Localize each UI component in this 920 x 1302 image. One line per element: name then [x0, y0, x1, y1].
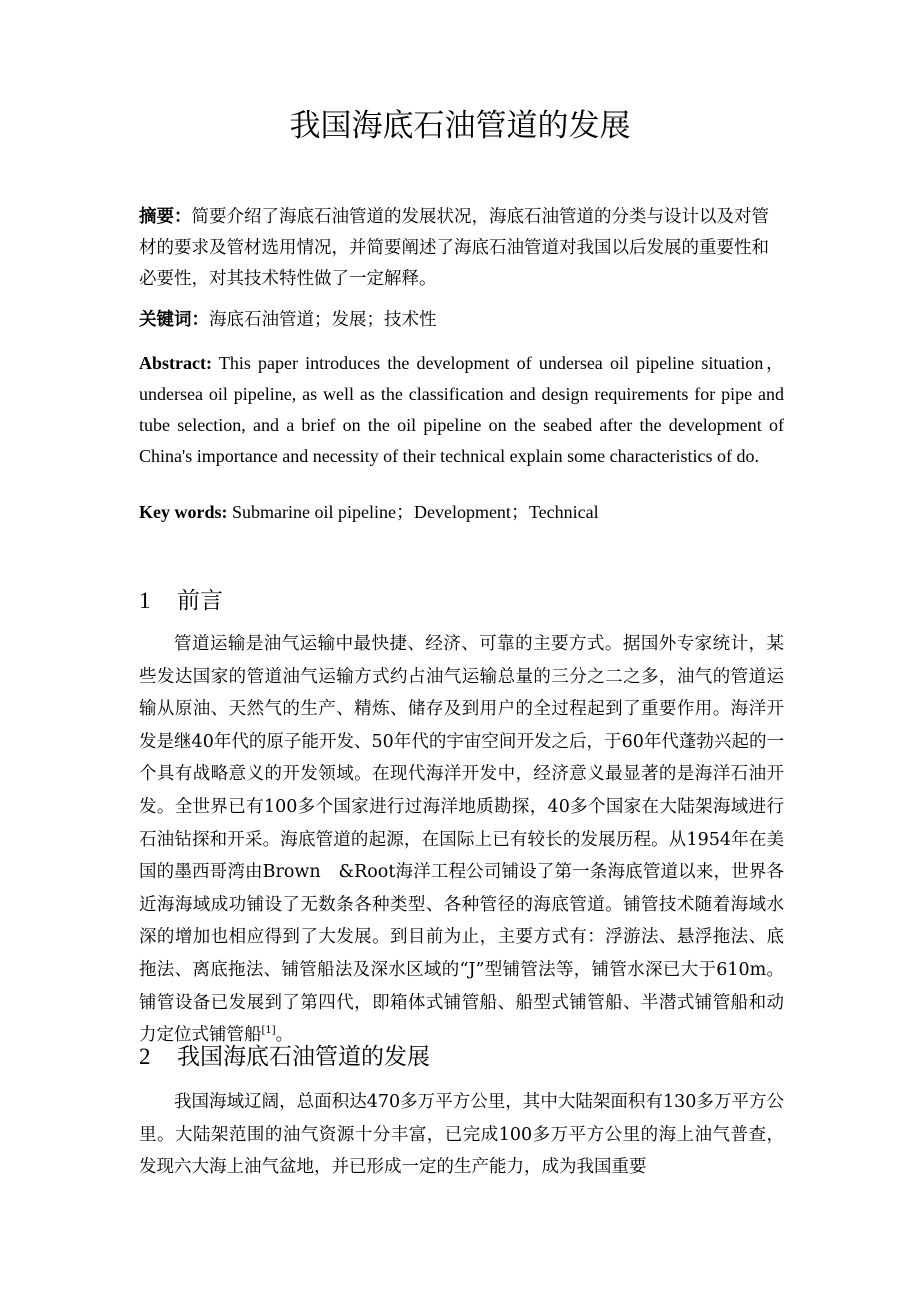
section-1-paragraph	[139, 628, 784, 1052]
document-title: 我国海底石油管道的发展	[289, 108, 631, 144]
section-2-paragraph	[139, 1086, 784, 1184]
abstract-en-text: This paper introduces the development of undersea oil pipeline situation，undersea oil pipeline, as well as the classification and design requirements for pipe and tube selection, and a brief on the oil pipeline on the seabed after the development of China's importance and necessity of their technical explain some characteristics of do.	[139, 353, 784, 466]
citation-ref: [1]	[261, 1025, 276, 1037]
section-1-text: 管道运输是油气运输中最快捷、经济、可靠的主要方式。据国外专家统计，某些发达国家的管道油气运输方式约占油气运输总量的三分之二之多，油气的管道运输从原油、天然气的生产、精炼、储存及到用户的全过程起到了重要作用。海洋开发是继40年代的原子能开发、50年代的宇宙空间开发之后，于60年代蓬勃兴起的一个具有战略意义的开发领域。在现代海洋开发中，经济意义最显著的是海洋石油开发。全世界已有100多个国家进行过海洋地质勘探，40多个国家在大陆架海域进行石油钻探和开采。海底管道的起源，在国际上已有较长的发展历程。从1954年在美国的墨西哥湾由Brown &Root海洋工程公司铺设了第一条海底管道以来，世界各近海海域成功铺设了无数条各种类型、各种管径的海底管道。铺管技术随着海域水深的增加也相应得到了大发展。到目前为止，主要方式有：浮游法、悬浮拖法、底拖法、离底拖法、铺管船法及深水区域的“J”型铺管法等，铺管水深已大于610m。铺管设备已发展到了第四代，即箱体式铺管船、船型式铺管船、半潜式铺管船和动力定位式铺管船	[139, 634, 784, 1046]
keywords-en	[139, 498, 784, 526]
section-1-text-end: 。	[275, 1025, 294, 1046]
abstract-en-label: Abstract:	[139, 353, 212, 373]
section-1-title: 前言	[177, 588, 223, 614]
abstract-zh-text: 简要介绍了海底石油管道的发展状况，海底石油管道的分类与设计以及对管材的要求及管材选用情况，并简要阐述了海底石油管道对我国以后发展的重要性和必要性，对其技术特性做了一定解释。	[139, 207, 769, 289]
section-2-title: 我国海底石油管道的发展	[177, 1044, 430, 1070]
abstract-en	[139, 348, 784, 472]
section-2-heading	[139, 1040, 784, 1074]
keywords-zh	[139, 305, 784, 336]
keywords-zh-label: 关键词：	[139, 310, 209, 330]
abstract-zh-label: 摘要：	[139, 207, 192, 227]
section-2-number: 2	[139, 1044, 151, 1069]
section-1-number: 1	[139, 588, 151, 613]
keywords-en-text: Submarine oil pipeline；Development；Technical	[227, 502, 599, 522]
keywords-zh-text: 海底石油管道；发展；技术性	[209, 310, 437, 330]
section-1-heading	[139, 584, 784, 618]
section-2-text: 我国海域辽阔，总面积达470多万平方公里，其中大陆架面积有130多万平方公里。大陆架范围的油气资源十分丰富，已完成100多万平方公里的海上油气普查，发现六大海上油气盆地，并已形成一定的生产能力，成为我国重要	[139, 1092, 784, 1178]
keywords-en-label: Key words:	[139, 502, 228, 522]
abstract-zh	[139, 202, 784, 295]
